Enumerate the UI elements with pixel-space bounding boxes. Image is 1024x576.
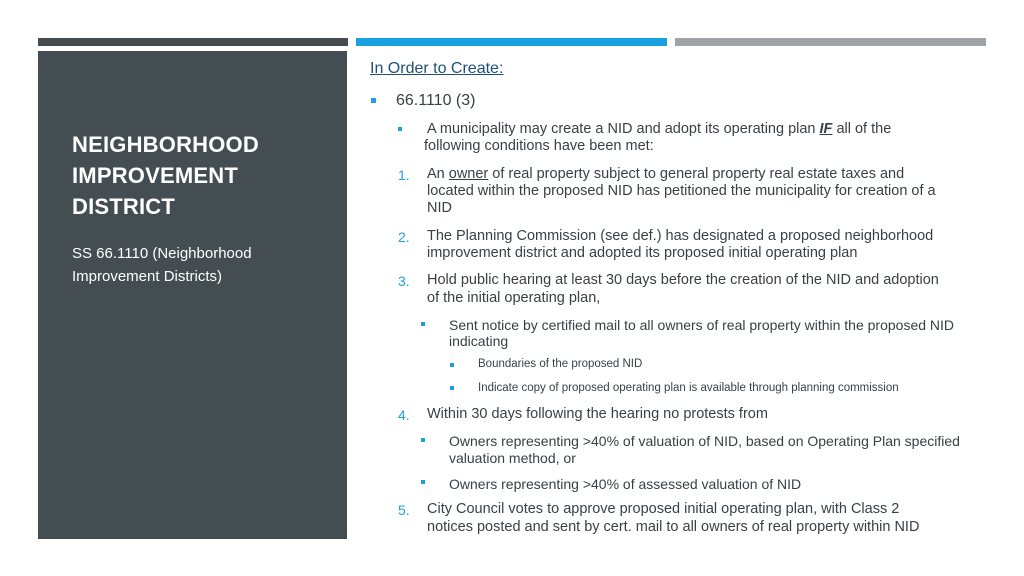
item3-subsub-1: Boundaries of the proposed NID [478, 358, 643, 370]
item1-line-3: NID [427, 200, 452, 216]
bullet-icon [421, 322, 425, 326]
list-number: 2. [398, 229, 410, 245]
item2-line-2: improvement district and adopted its proposed initial operating plan [427, 245, 858, 261]
top-bar-gray [675, 38, 986, 46]
item3-sub-line-2: indicating [449, 333, 509, 349]
list-number: 5. [398, 502, 410, 518]
slide-title: NEIGHBORHOOD IMPROVEMENT DISTRICT [72, 132, 259, 219]
content-heading: In Order to Create: [370, 60, 504, 77]
statute-label: 66.1110 (3) [396, 92, 476, 109]
intro-line-2: following conditions have been met: [424, 138, 654, 154]
item2-line-1: The Planning Commission (see def.) has designated a proposed neighborhood [427, 228, 934, 244]
item4-line-1: Within 30 days following the hearing no protests from [427, 406, 768, 422]
top-bar-accent [356, 38, 667, 46]
top-bar-dark [38, 38, 348, 46]
bullet-icon [421, 480, 425, 484]
item3-sub-line-1: Sent notice by certified mail to all owners of real property within the proposed NID [449, 317, 955, 333]
slide-subtitle: SS 66.1110 (Neighborhood Improvement Districts) [72, 245, 252, 285]
item4-sub1-line-1: Owners representing >40% of valuation of NID, based on Operating Plan specified [449, 433, 960, 449]
intro-line-1: A municipality may create a NID and adopt its operating plan IF all of the [427, 121, 892, 137]
item5-line-1: City Council votes to approve proposed initial operating plan, with Class 2 [427, 501, 900, 517]
item4-sub1-line-2: valuation method, or [449, 450, 576, 466]
item3-line-1: Hold public hearing at least 30 days before the creation of the NID and adoption [427, 272, 939, 288]
bullet-icon [450, 363, 454, 367]
bullet-icon [450, 386, 454, 390]
item1-line-1: An owner of real property subject to general property real estate taxes and [427, 166, 905, 182]
bullet-icon [398, 127, 402, 131]
list-number: 3. [398, 273, 410, 289]
item3-line-2: of the initial operating plan, [427, 290, 601, 306]
item1-line-2: located within the proposed NID has petitioned the municipality for creation of a [427, 183, 936, 199]
title-panel [38, 51, 347, 539]
bullet-icon [421, 438, 425, 442]
item5-line-2: notices posted and sent by cert. mail to all owners of real property within NID [427, 519, 920, 535]
item3-subsub-2: Indicate copy of proposed operating plan is available through planning commission [478, 382, 899, 394]
item4-sub2: Owners representing >40% of assessed valuation of NID [449, 476, 802, 492]
list-number: 4. [398, 407, 410, 423]
bullet-icon [371, 98, 376, 103]
list-number: 1. [398, 167, 410, 183]
